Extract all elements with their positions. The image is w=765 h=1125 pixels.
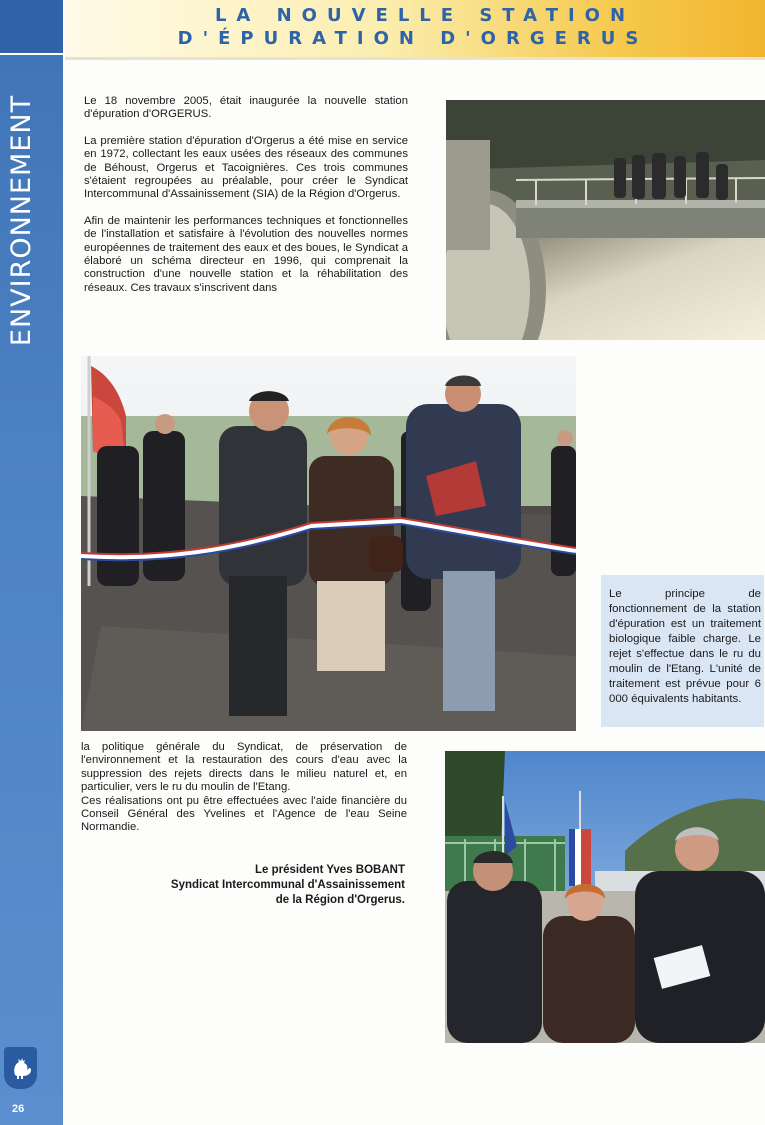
section-label: [4, 70, 40, 370]
article-paragraph: La première station d'épuration d'Orgerus a été mise en service en 1972, collectant les eaux usées des réseaux des communes de Béhoust, Orgerus et Tacoignières. Ces trois communes s'étaient regroupées au préalable, pour créer le Syndicat Intercommunal d'Assainissement (SIA) de la Région d'Orgerus.: [84, 134, 408, 201]
title-banner: [65, 0, 765, 57]
caption-text: Le principe de fonctionnement de la station d'épuration est un traitement biologique faible charge. Le rejet s'effectue dans le ru du moulin de l'Etang. L'unité de traitement est prévue pour 6 000 équivalents habitants.: [609, 588, 761, 705]
signature-block: [84, 863, 405, 908]
signature-organisation: Syndicat Intercommunal d'Assainissement: [170, 879, 405, 891]
left-band-header: [0, 0, 63, 55]
section-label-text: ENVIRONNEMENT: [6, 94, 38, 346]
page-title-line-1: LA NOUVELLE STATION: [214, 5, 636, 26]
ribbon-cutting-photo: [81, 356, 576, 731]
article-paragraph: Ces réalisations ont pu être effectuées avec l'aide financière du Conseil Général des Yvelines et l'Agence de l'eau Seine Normandie.: [81, 794, 407, 834]
article-continuation: [81, 741, 407, 835]
signature-name: Le président Yves BOBANT: [255, 864, 405, 876]
caption-box: [601, 575, 764, 727]
station-basin-photo: [446, 100, 765, 340]
banner-divider: [65, 57, 765, 60]
page-title-line-2: D'ÉPURATION D'ORGERUS: [177, 28, 649, 49]
signature-region: de la Région d'Orgerus.: [275, 894, 405, 906]
article-intro: [84, 95, 408, 295]
rooster-icon: [4, 1047, 37, 1089]
article-paragraph: Afin de maintenir les performances techniques et fonctionnelles de l'installation et satisfaire à l'évolution des nouvelles normes européennes de traitement des eaux et des boues, le Syndicat a élaboré un schéma directeur en 1996, qui comprenait la construction d'une nouvelle station et la réhabilitation des réseaux. Ces travaux s'inscrivent dans: [84, 214, 408, 294]
officials-photo: [445, 751, 765, 1043]
article-paragraph: la politique générale du Syndicat, de préservation de l'environnement et la restauration des cours d'eau avec la suppression des rejets directs dans le milieu naturel et, en particulier, vers le ru du moulin de l'Etang.: [81, 741, 407, 794]
article-paragraph: Le 18 novembre 2005, était inaugurée la nouvelle station d'épuration d'ORGERUS.: [84, 95, 408, 121]
page-number: 26: [12, 1103, 25, 1115]
